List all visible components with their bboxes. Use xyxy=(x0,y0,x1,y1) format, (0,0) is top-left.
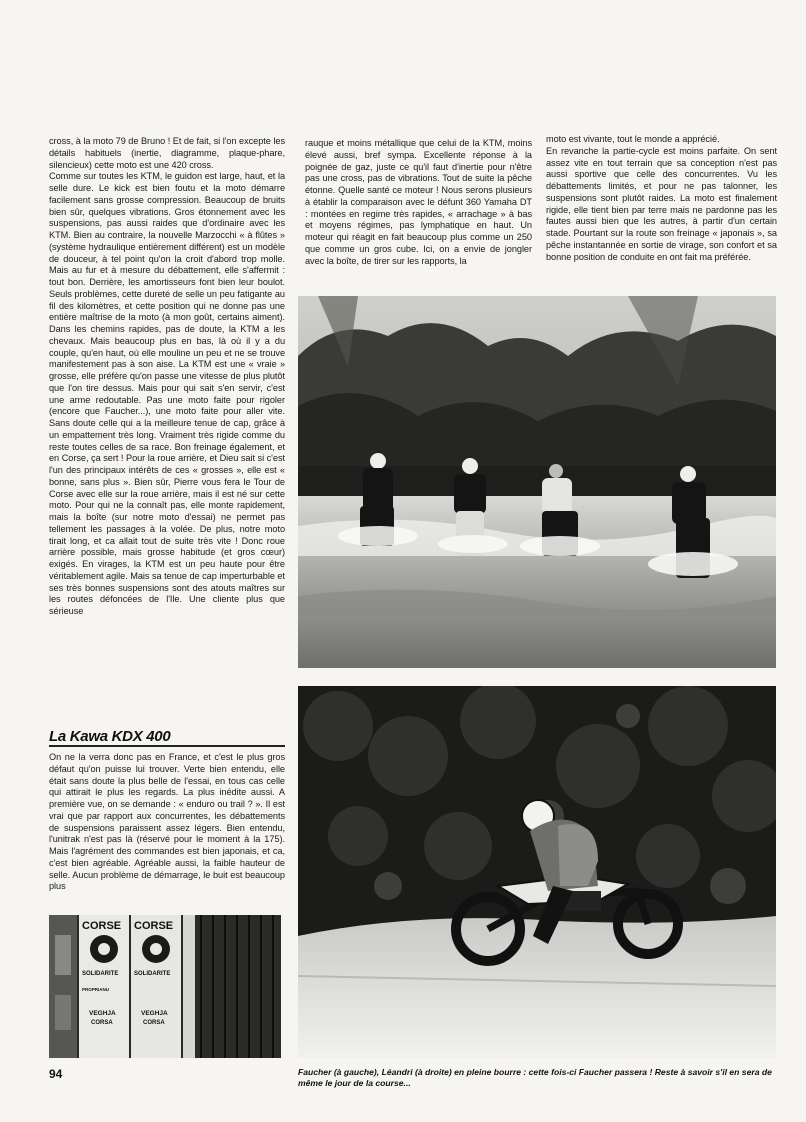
column-3 xyxy=(546,134,777,263)
section-title: La Kawa KDX 400 xyxy=(49,728,171,745)
column-2 xyxy=(305,138,532,267)
photo-caption: Faucher (à gauche), Léandri (à droite) en pleine bourre : cette fois-ci Faucher passera ! Reste à savoir s'il en sera de même le jour de la course... xyxy=(298,1067,772,1088)
photo-posters-wall xyxy=(49,915,281,1058)
poster-line-8: CORSA xyxy=(91,1020,113,1026)
poster-line-7: VEGHJA xyxy=(141,1010,168,1017)
page-number: 94 xyxy=(49,1067,63,1081)
poster-line-2: CORSE xyxy=(134,920,174,932)
photo-rider-on-road xyxy=(298,686,776,1058)
col3-paragraph-1: moto est vivante, tout le monde a apprécié. xyxy=(546,134,720,144)
poster-line-4: SOLIDARITE xyxy=(134,971,171,977)
col1-paragraph-2: Comme sur toutes les KTM, le guidon est large, haut, et la selle dure. Le kick est bien foutu et la moto démarre facilement sans grosse compression. Beaucoup de bruits bien sûr, quelques vibrations. Gros étonnement avec les suspensions, pas aussi raides que d'ordinaire avec les KTM. Bien au contraire, la nouvelle Marzocchi « à flûtes » (système hydraulique entièrement différent) est un modèle de douceur, à tel point qu'on la croit d'abord trop molle. Mais au fur et à mesure du débattement, elle s'affermit : tout bon. Derrière, les amortisseurs font bien leur boulot. Seuls problèmes, cette dureté de selle un peu fatigante au fil des kilomètres, et cette position qui ne donne pas une entière maîtrise de la moto (à mon goût, certains aiment). Dans les chemins rapides, pas de doute, la KTM a les chevaux. Mais beaucoup plus en bas, là où il y a du couple, qu'en haut, où elle mouline un peu et ne se trouve manifestement pas à son aise. La KTM est une « vraie » grosse, elle préfère qu'on passe une vitesse de plus plutôt que l'on tire dessus. Mais pour qui sait s'en servir, c'est une arme redoutable. Pas une moto faite pour rigoler (encore que Faucher...), une moto faite pour aller vite. Sans doute celle qui a la meilleure tenue de cap, grâce à un empattement très long. Vraiment très rigide comme du reste toutes celles de sa race. Bon freinage également, et en Corse, ça sert ! Pour la roue arrière, et Dieu sait si c'est l'un des principaux intérêts de ces « grosses », elle est « bonne, sans plus ». Bien sûr, Pierre vous fera le Tour de Corse avec elle sur la roue arrière, mais il est né sur cette moto. Pour qui ne la connaît pas, elle monte rapidement, mais la boîte (sur notre moto d'essai) ne permet pas tellement les passages à la volée. De plus, notre moto tirait long, et ca allait tout de suite très vite ! Donc roue arrière possible, mais grosse habitude (et gros cœur) exigés. En virages, la KTM est un peu haute pour être véritablement agile. Mais sa tenue de cap imperturbable et ses très bonnes suspensions sont des atouts maîtres sur les routes défoncées de l'Ile. Une cliente plus que sérieuse xyxy=(49,171,285,616)
col2-paragraph-1: rauque et moins métallique que celui de la KTM, moins élevé aussi, bref sympa. Excellente réponse à la poignée de gaz, juste ce qu'il faut d'inertie pour n'être pas une cross, pas de vibrations. Tout de suite la pêche étonne. Quelle santé ce moteur ! Nous serons plusieurs à établir la comparaison avec le défunt 360 Yamaha DT : montées en regime très rapides, « arrachage » à bas et moyens régimes, pas lymphatique en haut. Un moteur qui réagit en fait beaucoup plus comme un 250 que comme un gros cube. Ici, on a envie de jongler avec la boîte, de tirer sur les rapports, la xyxy=(305,138,532,266)
poster-line-9: CORSA xyxy=(143,1020,165,1026)
photo-riders-water-crossing xyxy=(298,296,776,668)
title-rule xyxy=(49,745,285,747)
poster-line-3: SOLIDARITE xyxy=(82,971,119,977)
poster-line-1: CORSE xyxy=(82,920,122,932)
col1-paragraph-1: cross, à la moto 79 de Bruno ! Et de fait, si l'on excepte les détails habituels (inertie, diagramme, plaque-phare, silencieux) cette moto est une 420 cross. xyxy=(49,136,285,170)
col3-paragraph-2: En revanche la partie-cycle est moins parfaite. On sent assez vite en tout terrain que sa conception n'est pas aussi sportive que celle des concurrentes. Vu les débattements limités, et pour ne pas talonner, les suspensions sont plutôt raides. La moto est finalement rigide, elle tient bien par terre mais ne pardonne pas les fautes aussi bien que les autres, à partir d'un certain stade. Pourtant sur la route son freinage « japonais », sa pêche instantannée en sortie de virage, son confort et sa bonne position de conduite en ont fait ma préférée. xyxy=(546,145,777,262)
section-body xyxy=(49,752,285,893)
column-1 xyxy=(49,136,285,618)
section-paragraph-1: On ne la verra donc pas en France, et c'est le plus gros défaut qu'on puisse lui trouver. Verte bien entendu, elle était sans doute la plus belle de l'essai, en tous cas celle qui attirait le plus les regards. La plus inédite aussi. A première vue, on se demande : « enduro ou trail ? ». Il est vrai que par rapport aux concurrentes, les débattements de suspensions paraissent assez légers. Bien entendu, l'unitrak n'est pas là (réservé pour le moment à la 175). Mais l'agrément des commandes est bien japonais, et ca, c'est bien agréable. Agréable aussi, la faible hauteur de selle. Aucun problème de démarrage, le buit est beaucoup plus xyxy=(49,752,285,892)
poster-line-6: VEGHJA xyxy=(89,1010,116,1017)
poster-line-5: PROPRIANU xyxy=(82,987,110,992)
